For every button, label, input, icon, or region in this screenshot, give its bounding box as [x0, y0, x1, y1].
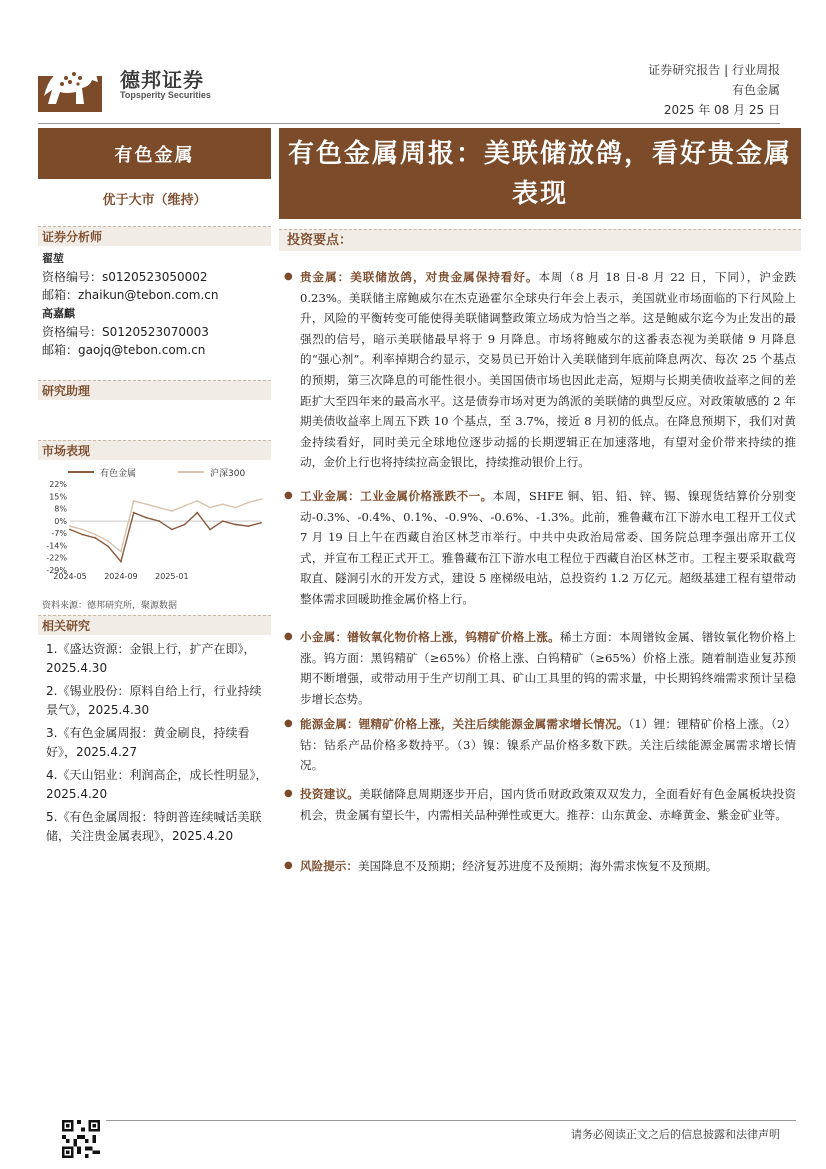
- leopard-logo-icon: [38, 56, 102, 112]
- header-meta: [648, 60, 780, 120]
- assistant-heading: 研究助理: [38, 380, 271, 400]
- related-list: [46, 640, 270, 850]
- key-point-lead: 能源金属：锂精矿价格上涨，关注后续能源金属需求增长情况。: [300, 717, 629, 731]
- related-item[interactable]: 3.《有色金属周报：黄金刷良，持续看好》，2025.4.27: [46, 726, 250, 759]
- data-point: [260, 498, 262, 500]
- sector-box: 有色金属: [38, 128, 271, 179]
- analyst-email[interactable]: gaojq@tebon.com.cn: [78, 343, 206, 357]
- analyst-license: s0120523050002: [102, 270, 208, 284]
- y-tick-label: 8%: [54, 504, 67, 514]
- analyst-card: [42, 250, 219, 304]
- bullet-dot-icon: ●: [284, 271, 293, 282]
- data-point: [69, 525, 71, 527]
- report-date: 2025 年 08 月 25 日: [663, 103, 780, 117]
- company-name-en: Topsperity Securities: [120, 90, 211, 100]
- legend-label: 有色金属: [100, 469, 137, 479]
- y-tick-label: 0%: [54, 516, 67, 526]
- data-point: [209, 507, 211, 509]
- key-point-text: 稀土方面：本周镨钕金属、镨钕氧化物价格上涨。钨方面：黑钨精矿（≥65%）价格上涨、白钨精矿（≥65%）价格上涨。随着制造业复苏预期不断增强，或带动用于生产切削工具、矿山工具里的钨的需求量，中长期钨终端需求预计呈稳步增长态势。: [300, 630, 796, 706]
- series-line: [70, 513, 261, 562]
- analyst-license: S0120523070003: [102, 325, 209, 339]
- data-point: [82, 529, 84, 531]
- market-heading: 市场表现: [38, 440, 271, 460]
- key-point-lead: 投资建议。: [300, 787, 360, 801]
- data-point: [247, 502, 249, 504]
- email-label: 邮箱：: [42, 343, 79, 357]
- data-point: [107, 540, 109, 542]
- analyst-name: 高嘉麒: [42, 307, 75, 320]
- x-tick-label: 2024-09: [104, 572, 138, 580]
- market-chart-svg: [38, 464, 271, 580]
- footer-disclaimer: 请务必阅读正文之后的信息披露和法律声明: [571, 1128, 780, 1141]
- bullet-dot-icon: ●: [284, 788, 293, 799]
- y-tick-label: -29%: [46, 566, 67, 575]
- bullet-dot-icon: ●: [284, 631, 293, 642]
- data-point: [222, 520, 224, 522]
- related-item[interactable]: 4.《天山铝业：利润高企，成长性明显》，2025.4.20: [46, 768, 268, 801]
- key-point: [284, 714, 796, 776]
- license-label: 资格编号：: [42, 325, 103, 339]
- analyst-card: [42, 305, 209, 359]
- data-point: [209, 529, 211, 531]
- data-point: [120, 561, 122, 563]
- data-point: [107, 545, 109, 547]
- data-point: [95, 537, 97, 539]
- analyst-name: 翟堃: [42, 252, 64, 265]
- data-point: [120, 551, 122, 553]
- related-item[interactable]: 5.《有色金属周报：特朗普连续喊话美联储，关注贵金属表现》，2025.4.20: [46, 810, 262, 843]
- data-point: [146, 517, 148, 519]
- x-tick-label: 2024-05: [53, 572, 87, 580]
- key-point: [284, 784, 796, 825]
- company-logo: [38, 56, 218, 112]
- y-tick-label: 22%: [49, 480, 67, 489]
- data-point: [95, 534, 97, 536]
- data-point: [69, 529, 71, 531]
- key-point-lead: 工业金属：工业金属价格涨跌不一。: [300, 489, 493, 503]
- company-name: 德邦证券: [120, 68, 204, 92]
- qr-code-icon: [62, 1120, 100, 1158]
- y-tick-label: -22%: [46, 553, 67, 563]
- data-point: [235, 507, 237, 509]
- data-point: [158, 507, 160, 509]
- report-type: 证券研究报告: [648, 63, 721, 77]
- key-point: [284, 856, 796, 877]
- data-point: [171, 510, 173, 512]
- data-point: [133, 512, 135, 514]
- key-point: [284, 267, 796, 473]
- data-point: [247, 525, 249, 527]
- data-point: [196, 512, 198, 514]
- data-point: [133, 500, 135, 502]
- key-point-lead: 小金属：镨钕氧化物价格上涨，钨精矿价格上涨。: [300, 630, 560, 644]
- key-point-text: 本周（8 月 18 日-8 月 22 日，下同），沪金跌 0.23%。美联储主席鲍威尔在杰克逊霍尔全球央行年会上表示，美国就业市场面临的下行风险上升，风险的平衡转变可能使得美联储调整政策立场成为恰当之举。这是鲍威尔迄今为止发出的最强烈的信号，暗示美联储最早将于 9 月降息。市场将鲍威尔的这番表态视为美联储 9 月降息的“强心剂”。利率掉期合约显示，交易员已开始计入美联储到年底前降息两次、每次 25 个基点的预期，第三次降息的可能性很小。美国国债市场也因此走高，短期与长期美债收益率之间的差距扩大至四年来的最高水平。这是债券市场对更为鸽派的美联储的典型反应。对政策敏感的 2 年期美债收益率上周五下跌 10 个基点，至 3.7%，接近 8 月初的低点。在降息预期下，我们对黄金持续看好，同时美元全球地位逐步动摇的长期逻辑正在加速落地，有望对金价带来持续的推动，金价上行也将持续拉高金银比，持续推动银价上行。: [300, 270, 796, 470]
- y-tick-label: -7%: [51, 529, 67, 539]
- header-rule: [38, 123, 780, 124]
- data-point: [171, 529, 173, 531]
- email-label: 邮箱：: [42, 288, 79, 302]
- data-point: [184, 505, 186, 507]
- y-tick-label: 15%: [49, 492, 67, 502]
- market-chart: [38, 464, 271, 580]
- analyst-email[interactable]: zhaikun@tebon.com.cn: [78, 288, 219, 302]
- data-point: [146, 503, 148, 505]
- header-separator: |: [724, 63, 729, 77]
- x-tick-label: 2025-01: [155, 572, 189, 580]
- report-title: 有色金属周报：美联储放鸽，看好贵金属表现: [279, 128, 801, 219]
- key-point: [284, 486, 796, 610]
- related-item[interactable]: 2.《锡业股份：原料自给上行，行业持续景气》，2025.4.30: [46, 684, 262, 717]
- key-points-heading: 投资要点：: [279, 229, 801, 251]
- header-industry: 有色金属: [731, 83, 780, 97]
- report-series: 行业周报: [731, 63, 780, 77]
- related-heading: 相关研究: [38, 615, 271, 635]
- data-point: [184, 524, 186, 526]
- data-point: [158, 520, 160, 522]
- key-point-lead: 贵金属：美联储放鸽，对贵金属保持看好。: [300, 270, 539, 284]
- chart-source: 资料来源：德邦研究所，聚源数据: [42, 601, 178, 611]
- data-point: [260, 522, 262, 524]
- data-point: [82, 534, 84, 536]
- bullet-dot-icon: ●: [284, 860, 293, 871]
- analyst-heading: 证券分析师: [38, 226, 271, 246]
- legend-label: 沪深300: [210, 469, 246, 479]
- key-point-lead: 风险提示：: [300, 859, 358, 873]
- y-tick-label: -14%: [46, 541, 67, 551]
- footer-rule: [106, 1120, 796, 1121]
- data-point: [222, 503, 224, 505]
- bullet-dot-icon: ●: [284, 718, 293, 729]
- data-point: [196, 500, 198, 502]
- related-item[interactable]: 1.《盛达资源：金银上行，扩产在即》，2025.4.30: [46, 642, 256, 675]
- key-point-text: （1）锂：锂精矿价格上涨。（2）钴：钴系产品价格多数持平。（3）镍：镍系产品价格多数下跌。关注后续能源金属需求增长情况。: [300, 717, 796, 773]
- key-point: [284, 627, 796, 709]
- key-point-text: 美联储降息周期逐步开启，国内货币财政政策双双发力，全面看好有色金属板块投资机会，贵金属有望长牛，内需相关品种弹性或更大。推荐：山东黄金、赤峰黄金、紫金矿业等。: [300, 787, 796, 822]
- license-label: 资格编号：: [42, 270, 103, 284]
- key-point-text: 本周，SHFE 铜、铝、铅、锌、锡、镍现货结算价分别变动-0.3%、-0.4%、0.1%、-0.9%、-0.6%、-1.3%。此前，雅鲁藏布江下游水电工程开工仪式 7 月 19 日上午在西藏自治区林芝市举行。中共中央政治局常委、国务院总理李强出席开工仪式，并宣布工程正式开工。雅鲁藏布江下游水电工程位于西藏自治区林芝市。工程主要采取截弯取直、隧洞引水的开发方式，建设 5 座梯级电站，总投资约 1.2 万亿元。超级基建工程有望带动整体需求回暖助推金属价格上行。: [300, 489, 796, 606]
- data-point: [235, 524, 237, 526]
- bullet-dot-icon: ●: [284, 490, 293, 501]
- key-point-text: 美国降息不及预期；经济复苏进度不及预期；海外需求恢复不及预期。: [357, 859, 718, 873]
- rating: 优于大市（维持）: [102, 193, 207, 208]
